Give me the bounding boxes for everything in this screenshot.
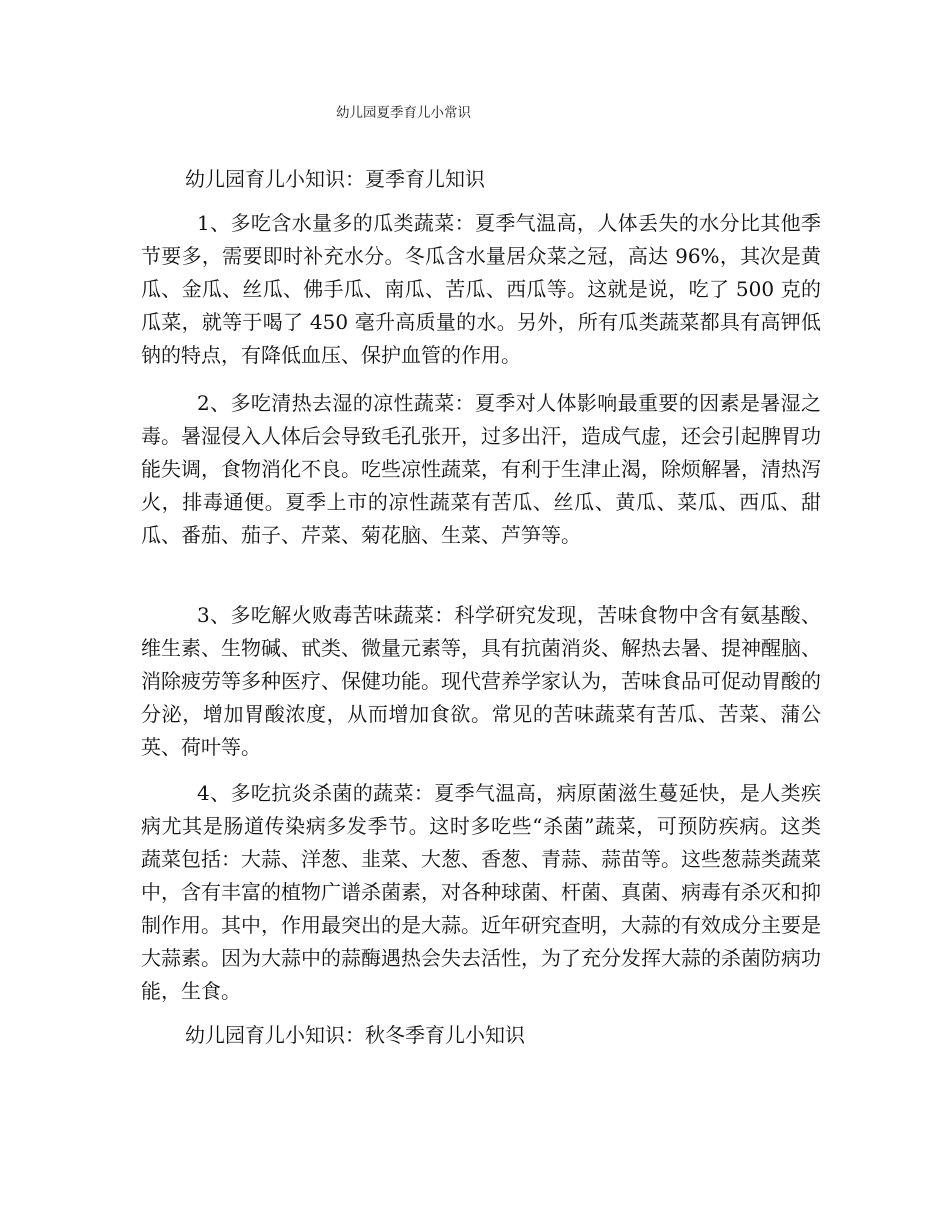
paragraph-2: 2、多吃清热去湿的凉性蔬菜：夏季对人体影响最重要的因素是暑湿之毒。暑湿侵入人体后会导致毛孔张开，过多出汗，造成气虚，还会引起脾胃功能失调，食物消化不良。吃些凉性蔬菜，有利于生津止渴，除烦解暑，清热泻火，排毒通便。夏季上市的凉性蔬菜有苦瓜、丝瓜、黄瓜、菜瓜、西瓜、甜瓜、番茄、茄子、芹菜、菊花脑、生菜、芦笋等。 [141,391,821,547]
section-heading-summer: 幼儿园育儿小知识：夏季育儿知识 [185,167,485,191]
section-heading-autumn-winter: 幼儿园育儿小知识：秋冬季育儿小知识 [185,1023,525,1047]
paragraph-1: 1、多吃含水量多的瓜类蔬菜：夏季气温高，人体丢失的水分比其他季节要多，需要即时补充水分。冬瓜含水量居众菜之冠，高达 96%，其次是黄瓜、金瓜、丝瓜、佛手瓜、南瓜、苦瓜、西瓜等。这就是说，吃了 500 克的瓜菜，就等于喝了 450 毫升高质量的水。另外，所有瓜类蔬菜都具有高钾低钠的特点，有降低血压、保护血管的作用。 [141,211,821,367]
paragraph-3: 3、多吃解火败毒苦味蔬菜：科学研究发现，苦味食物中含有氨基酸、维生素、生物碱、甙类、微量元素等，具有抗菌消炎、解热去暑、提神醒脑、消除疲劳等多种医疗、保健功能。现代营养学家认为，苦味食品可促动胃酸的分泌，增加胃酸浓度，从而增加食欲。常见的苦味蔬菜有苦瓜、苦菜、蒲公英、荷叶等。 [141,603,821,759]
paragraph-4: 4、多吃抗炎杀菌的蔬菜：夏季气温高，病原菌滋生蔓延快，是人类疾病尤其是肠道传染病多发季节。这时多吃些“杀菌”蔬菜，可预防疾病。这类蔬菜包括：大蒜、洋葱、韭菜、大葱、香葱、青蒜、蒜苗等。这些葱蒜类蔬菜中，含有丰富的植物广谱杀菌素，对各种球菌、杆菌、真菌、病毒有杀灭和抑制作用。其中，作用最突出的是大蒜。近年研究查明，大蒜的有效成分主要是大蒜素。因为大蒜中的蒜酶遇热会失去活性，为了充分发挥大蒜的杀菌防病功能，生食。 [141,781,821,1003]
document-title: 幼儿园夏季育儿小常识 [336,105,471,121]
